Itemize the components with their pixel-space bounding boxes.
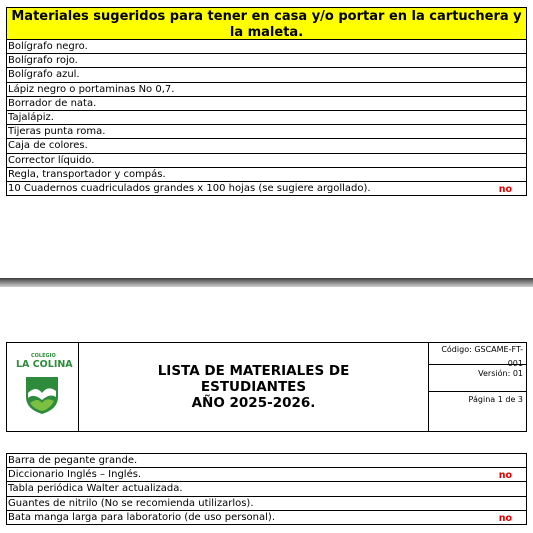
title-line-2: ESTUDIANTES bbox=[200, 379, 307, 395]
table-row bbox=[7, 154, 526, 168]
item-text: Diccionario Inglés – Inglés. bbox=[8, 469, 142, 481]
item-text: Caja de colores. bbox=[8, 140, 88, 152]
item-text: Tabla periódica Walter actualizada. bbox=[8, 483, 183, 495]
document-title bbox=[79, 343, 429, 431]
item-text: Tajalápiz. bbox=[8, 111, 54, 123]
table-row bbox=[7, 68, 526, 82]
table-row bbox=[7, 139, 526, 153]
logo-cell bbox=[7, 343, 79, 431]
table-row bbox=[7, 97, 526, 111]
page-number: Página 1 de 3 bbox=[468, 395, 523, 404]
item-text: Borrador de nata. bbox=[8, 97, 97, 109]
suggested-materials-table bbox=[6, 7, 527, 196]
title-line-1: LISTA DE MATERIALES DE bbox=[157, 363, 350, 379]
table-row bbox=[7, 54, 526, 68]
item-text: Corrector líquido. bbox=[8, 154, 95, 166]
heading-line-2: la maleta. bbox=[229, 25, 304, 40]
table-row bbox=[7, 111, 526, 125]
item-text: Bolígrafo rojo. bbox=[8, 55, 78, 67]
not-required-flag: no bbox=[498, 183, 512, 195]
table-row bbox=[7, 497, 526, 511]
document-header bbox=[6, 342, 527, 432]
title-line-3: AÑO 2025-2026. bbox=[191, 395, 316, 411]
table-row bbox=[7, 40, 526, 54]
logo-small-text: COLEGIO bbox=[31, 353, 56, 359]
item-text: Bolígrafo azul. bbox=[8, 69, 80, 81]
item-text: Regla, transportador y compás. bbox=[8, 168, 166, 180]
table-row bbox=[7, 125, 526, 139]
not-required-flag: no bbox=[498, 470, 512, 482]
document-code: Código: GSCAME-FT-001 bbox=[429, 343, 526, 365]
not-required-flag: no bbox=[498, 512, 512, 524]
item-text: Tijeras punta roma. bbox=[8, 126, 106, 138]
table-row bbox=[7, 511, 526, 524]
logo-name: LA COLINA bbox=[16, 359, 73, 370]
school-crest-icon bbox=[24, 373, 60, 415]
page-separator bbox=[0, 278, 533, 287]
item-text: Bolígrafo negro. bbox=[8, 41, 88, 52]
document-version: Versión: 01 bbox=[429, 366, 526, 392]
table-row bbox=[7, 182, 526, 195]
item-text: 10 Cuadernos cuadriculados grandes x 100 hojas (se sugiere argollado). bbox=[8, 182, 371, 194]
item-text: Bata manga larga para laboratorio (de uso personal). bbox=[8, 511, 275, 523]
table-row bbox=[7, 482, 526, 496]
table-row bbox=[7, 454, 526, 468]
table-row bbox=[7, 168, 526, 182]
materials-table bbox=[6, 453, 527, 525]
item-text: Guantes de nitrilo (No se recomienda utilizarlos). bbox=[8, 497, 254, 509]
suggested-materials-heading bbox=[7, 8, 526, 40]
table-row bbox=[7, 468, 526, 482]
item-text: Lápiz negro o portaminas No 0,7. bbox=[8, 83, 175, 95]
heading-line-1: Materiales sugeridos para tener en casa y/o portar en la cartuchera y bbox=[11, 9, 522, 24]
item-text: Barra de pegante grande. bbox=[8, 455, 138, 466]
table-row bbox=[7, 83, 526, 97]
